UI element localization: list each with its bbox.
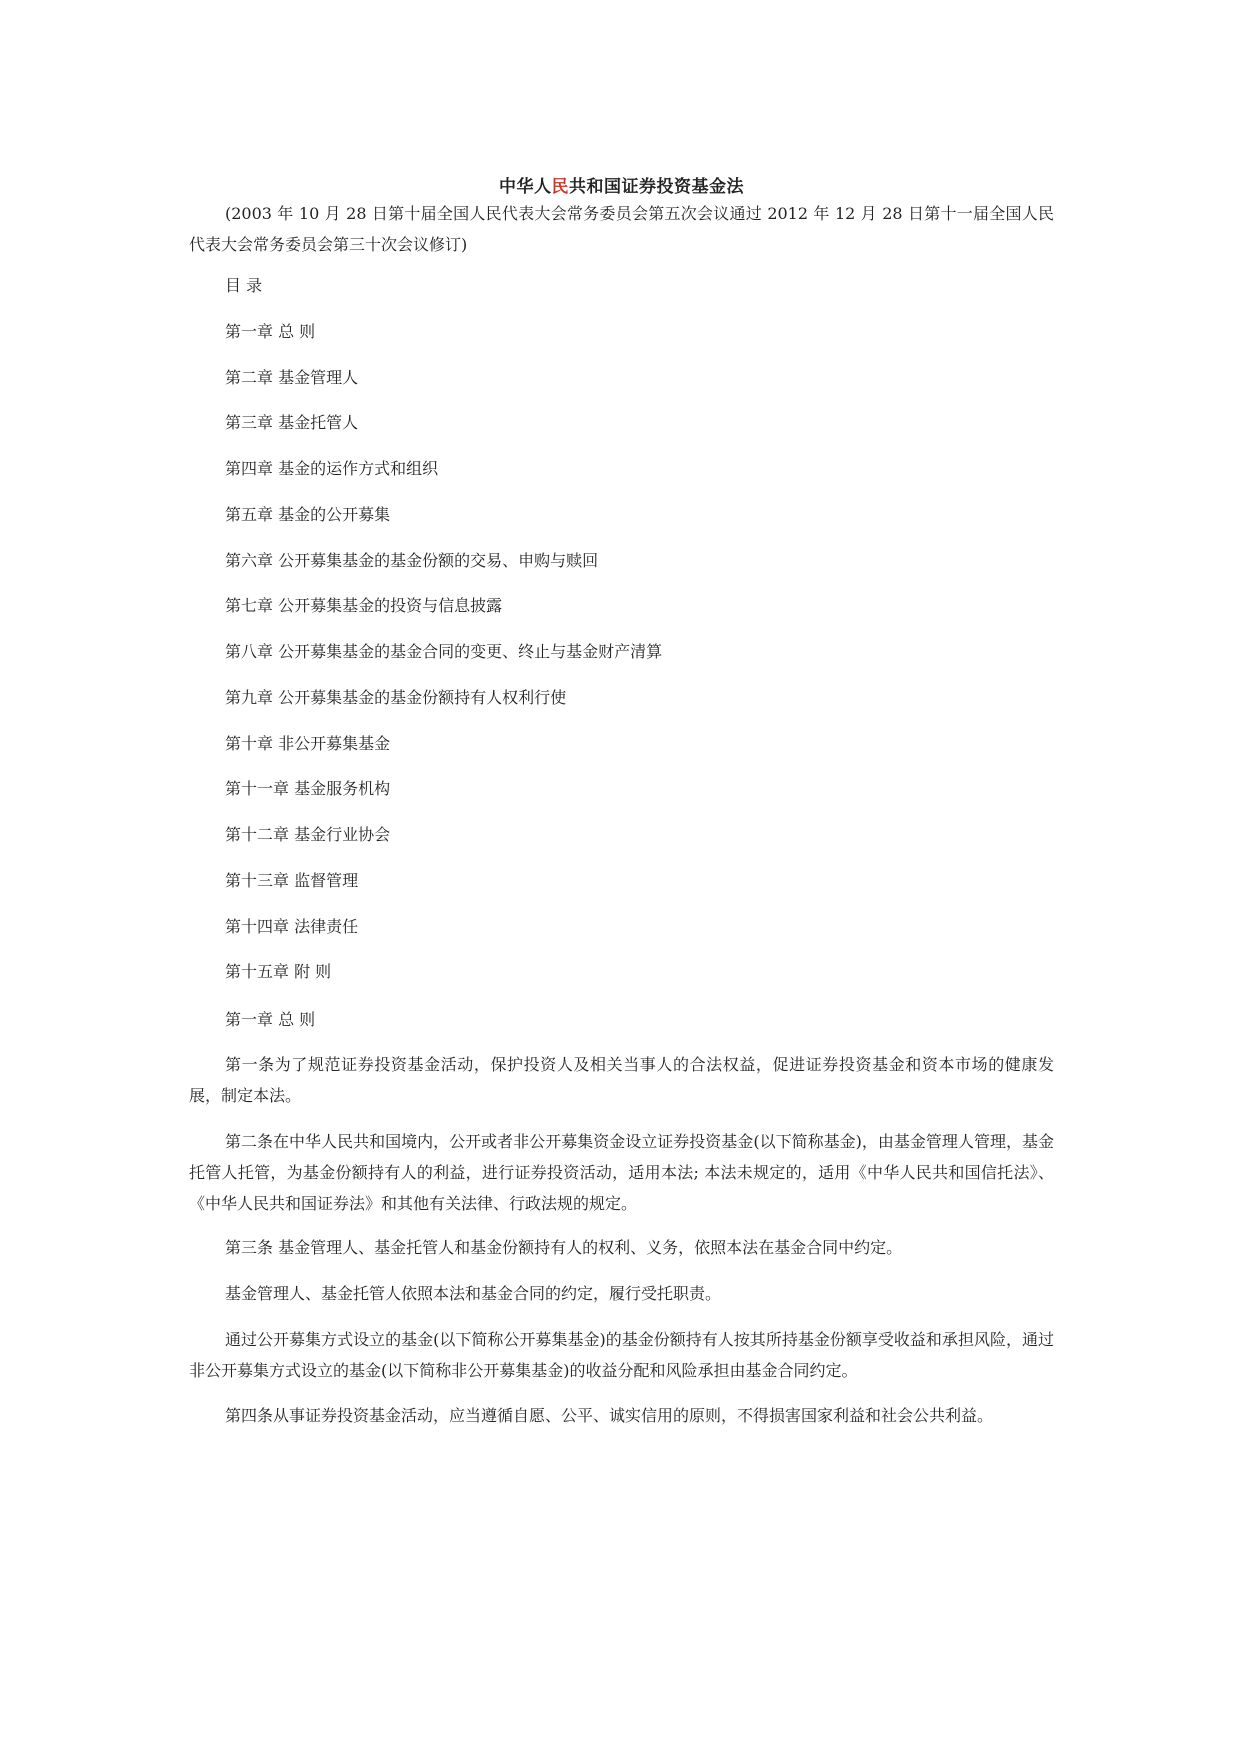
title-part-2: 共和国证券投资基金法 bbox=[569, 177, 744, 197]
toc-chapter-15: 第十五章 附 则 bbox=[225, 962, 332, 981]
document-title bbox=[189, 172, 1054, 197]
toc-chapter-14: 第十四章 法律责任 bbox=[225, 917, 359, 936]
article-3-para-3: 通过公开募集方式设立的基金(以下简称公开募集基金)的基金份额持有人按其所持基金份额享受收益和承担风险，通过非公开募集方式设立的基金(以下简称非公开募集基金)的收益分配和风险承担由基金合同约定。 bbox=[189, 1330, 1054, 1380]
document-page bbox=[189, 0, 1054, 1754]
toc-chapter-13: 第十三章 监督管理 bbox=[225, 871, 359, 890]
article-1: 第一条为了规范证券投资基金活动，保护投资人及相关当事人的合法权益，促进证券投资基金和资本市场的健康发展，制定本法。 bbox=[189, 1055, 1054, 1105]
toc-chapter-5: 第五章 基金的公开募集 bbox=[225, 505, 391, 524]
article-3-para-2: 基金管理人、基金托管人依照本法和基金合同的约定，履行受托职责。 bbox=[225, 1284, 722, 1303]
title-highlight: 民 bbox=[551, 177, 569, 197]
toc-chapter-6: 第六章 公开募集基金的基金份额的交易、申购与赎回 bbox=[225, 551, 599, 570]
toc-chapter-11: 第十一章 基金服务机构 bbox=[225, 779, 391, 798]
toc-chapter-2: 第二章 基金管理人 bbox=[225, 368, 359, 387]
toc-chapter-3: 第三章 基金托管人 bbox=[225, 413, 359, 432]
toc-chapter-1: 第一章 总 则 bbox=[225, 322, 316, 341]
article-2: 第二条在中华人民共和国境内，公开或者非公开募集资金设立证券投资基金(以下简称基金)，由基金管理人管理，基金托管人托管，为基金份额持有人的利益，进行证券投资活动，适用本法; 本法未规定的，适用《中华人民共和国信托法》、《中华人民共和国证券法》和其他有关法律、行政法规的规定。 bbox=[189, 1132, 1054, 1213]
toc-chapter-7: 第七章 公开募集基金的投资与信息披露 bbox=[225, 596, 503, 615]
title-part-1: 中华人 bbox=[499, 177, 552, 197]
toc-chapter-10: 第十章 非公开募集基金 bbox=[225, 734, 391, 753]
adoption-note: (2003 年 10 月 28 日第十届全国人民代表大会常务委员会第五次会议通过 2012 年 12 月 28 日第十一届全国人民代表大会常务委员会第三十次会议修订) bbox=[189, 204, 1054, 254]
article-3: 第三条 基金管理人、基金托管人和基金份额持有人的权利、义务，依照本法在基金合同中约定。 bbox=[225, 1238, 903, 1257]
toc-chapter-9: 第九章 公开募集基金的基金份额持有人权利行使 bbox=[225, 688, 567, 707]
toc-heading: 目 录 bbox=[225, 276, 263, 295]
toc-chapter-8: 第八章 公开募集基金的基金合同的变更、终止与基金财产清算 bbox=[225, 642, 663, 661]
chapter-1-heading: 第一章 总 则 bbox=[225, 1010, 316, 1029]
toc-chapter-4: 第四章 基金的运作方式和组织 bbox=[225, 459, 439, 478]
toc-chapter-12: 第十二章 基金行业协会 bbox=[225, 825, 391, 844]
article-4: 第四条从事证券投资基金活动，应当遵循自愿、公平、诚实信用的原则，不得损害国家利益和社会公共利益。 bbox=[225, 1406, 994, 1425]
